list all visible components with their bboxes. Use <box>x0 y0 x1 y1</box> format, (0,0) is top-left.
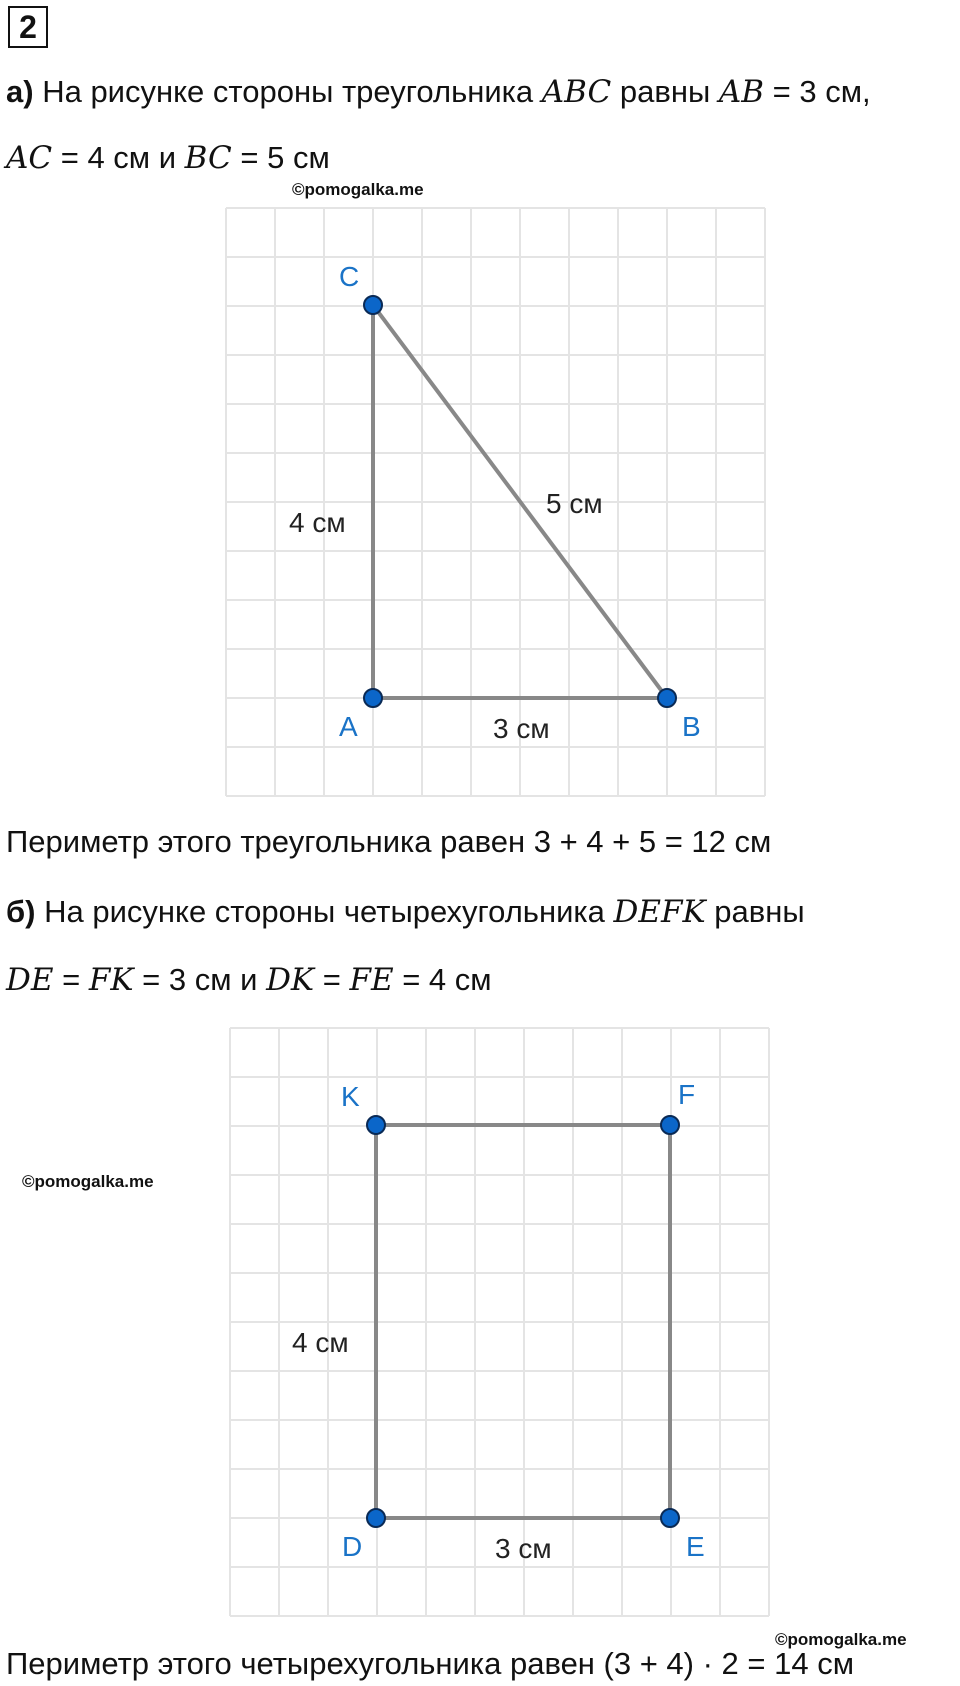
watermark-b: ©pomogalka.me <box>22 1172 154 1191</box>
label-side-ac: 4 см <box>289 507 346 538</box>
task-number: 2 <box>8 6 48 48</box>
point-k <box>367 1116 385 1134</box>
part-a-perimeter: Периметр этого треугольника равен 3 + 4 + 5 = 12 см <box>6 824 772 859</box>
part-a-label: а) <box>6 74 34 109</box>
point-d <box>367 1509 385 1527</box>
grid-b <box>230 1028 769 1616</box>
part-b-statement-line2 <box>6 962 492 998</box>
part-a-statement-line2 <box>6 140 330 176</box>
part-b-val1: = 3 см и <box>142 962 258 997</box>
part-b-fk: FK <box>88 962 134 998</box>
part-b-de: DE <box>6 962 54 998</box>
point-b <box>658 689 676 707</box>
part-a-equal-word: равны <box>619 74 711 109</box>
part-b-equal-word: равны <box>714 894 805 929</box>
part-a-bc-value: = 5 см <box>240 140 330 175</box>
part-a-bc: BC <box>184 140 232 176</box>
label-side-ab: 3 см <box>493 713 550 744</box>
label-side-cb: 5 см <box>546 488 603 519</box>
part-b-intro: На рисунке стороны четырехугольника <box>44 894 605 929</box>
part-b-statement-line1 <box>6 894 805 930</box>
rectangle-figure <box>228 1026 772 1618</box>
part-b-val2: = 4 см <box>402 962 492 997</box>
label-side-de: 3 см <box>495 1533 552 1564</box>
part-a-statement-line1 <box>6 74 871 110</box>
part-a-triangle-name: ABC <box>541 74 612 110</box>
part-a-intro: На рисунке стороны треугольника <box>42 74 534 109</box>
part-a-ac-value: = 4 см и <box>60 140 177 175</box>
label-f: F <box>678 1079 696 1110</box>
label-c: C <box>339 261 360 292</box>
point-c <box>364 296 382 314</box>
point-e <box>661 1509 679 1527</box>
label-b: B <box>682 711 701 742</box>
part-b-quad-name: DEFK <box>613 894 706 930</box>
part-b-label: б) <box>6 894 36 929</box>
point-f <box>661 1116 679 1134</box>
part-b-eq2: = <box>322 962 341 997</box>
part-b-fe: FE <box>349 962 394 998</box>
part-b-perimeter: Периметр этого четырехугольника равен (3 + 4) · 2 = 14 см <box>6 1646 855 1681</box>
part-a-ab-value: = 3 см, <box>772 74 871 109</box>
label-e: E <box>686 1531 705 1562</box>
label-d: D <box>342 1531 363 1562</box>
part-b-dk: DK <box>266 962 315 998</box>
triangle-figure <box>224 206 768 798</box>
label-a: A <box>339 711 358 742</box>
label-side-dk: 4 см <box>292 1327 349 1358</box>
point-a <box>364 689 382 707</box>
part-a-ac: AC <box>6 140 53 176</box>
part-a-ab: AB <box>718 74 765 110</box>
grid-a <box>226 208 765 796</box>
part-b-eq1: = <box>62 962 81 997</box>
label-k: K <box>341 1081 360 1112</box>
watermark-a: ©pomogalka.me <box>292 180 424 199</box>
watermark-c: ©pomogalka.me <box>775 1630 907 1649</box>
